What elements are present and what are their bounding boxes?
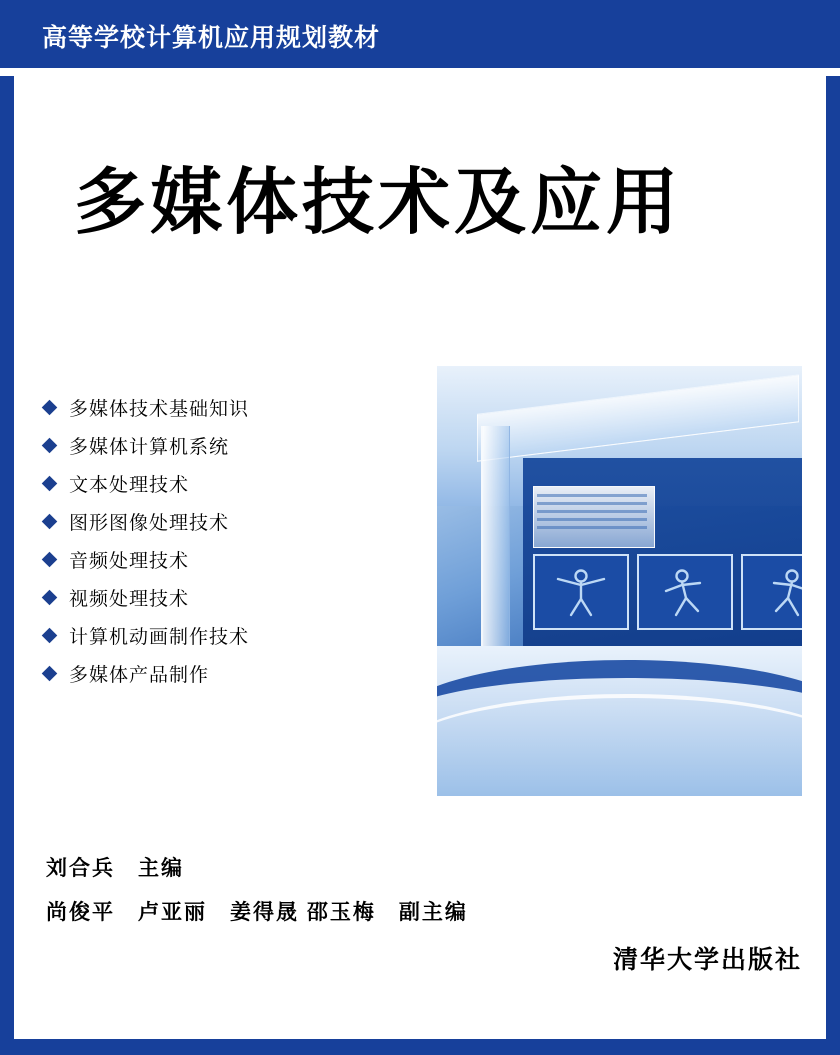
right-blue-rail [826,76,840,1055]
series-banner [0,0,840,68]
artwork-figure-panels [533,554,802,630]
list-item [44,502,404,540]
diamond-bullet-icon [42,399,58,415]
diamond-bullet-icon [42,665,58,681]
associate-editor-line: 尚俊平 卢亚丽 姜得晟 邵玉梅 副主编 [46,901,468,924]
human-figure-icon [652,565,718,619]
diamond-bullet-icon [42,589,58,605]
human-figure-icon [548,565,614,619]
topic-label: 文本处理技术 [69,474,190,496]
list-item [44,464,404,502]
left-blue-rail [0,76,14,1055]
artwork-screen-lines [537,494,647,538]
list-item [44,388,404,426]
bottom-blue-bar [0,1039,840,1055]
artwork-panel [533,554,629,630]
list-item [44,578,404,616]
author-block [46,852,468,940]
topic-label: 计算机动画制作技术 [69,626,250,648]
artwork-panel [741,554,802,630]
artwork-floor [437,646,802,796]
artwork-floor-line [437,694,802,796]
topic-list [44,388,404,692]
diamond-bullet-icon [42,627,58,643]
diamond-bullet-icon [42,475,58,491]
topic-label: 多媒体产品制作 [69,664,210,686]
cover-artwork [437,366,802,796]
book-title: 多媒体技术及应用 [74,163,683,243]
topic-label: 多媒体技术基础知识 [69,398,250,420]
list-item [44,616,404,654]
chief-editor-line: 刘合兵 主编 [46,857,184,880]
diamond-bullet-icon [42,513,58,529]
list-item [44,654,404,692]
topic-label: 视频处理技术 [69,588,190,610]
topic-label: 音频处理技术 [69,550,190,572]
topic-label: 图形图像处理技术 [69,512,230,534]
publisher-name: 清华大学出版社 [612,946,802,974]
artwork-panel [637,554,733,630]
topic-label: 多媒体计算机系统 [69,436,230,458]
list-item [44,540,404,578]
series-banner-text: 高等学校计算机应用规划教材 [42,24,381,52]
human-figure-icon [756,565,802,619]
diamond-bullet-icon [42,437,58,453]
list-item [44,426,404,464]
diamond-bullet-icon [42,551,58,567]
